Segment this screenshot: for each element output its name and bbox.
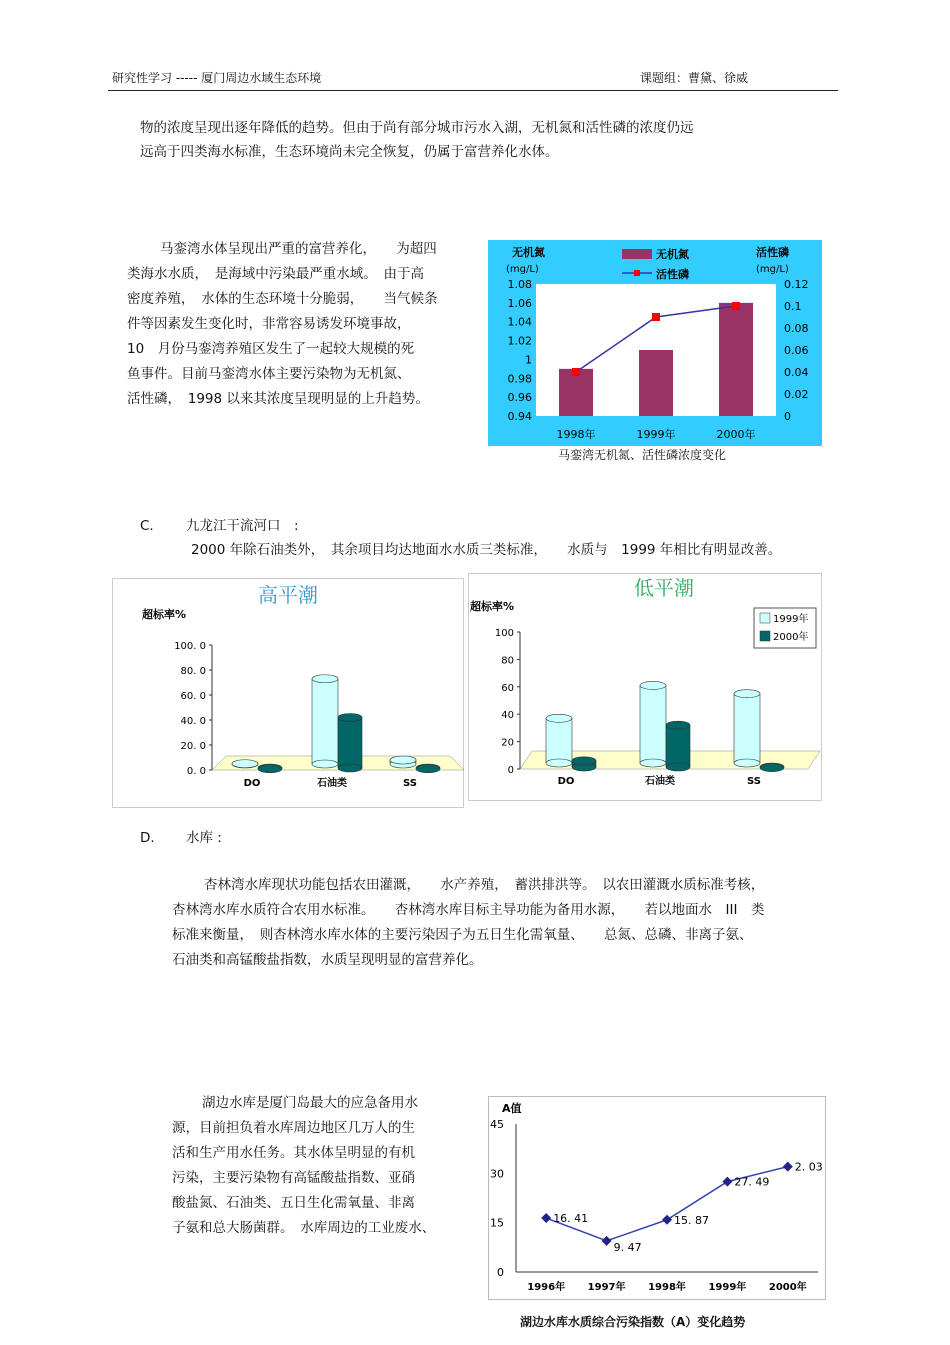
low-bar-2000 [760,763,784,772]
intro-line-2: 远高于四类海水标准，生态环境尚未完全恢复，仍属于富营养化水体。 [140,144,559,160]
low-bar-1999 [734,690,760,767]
maluan-right-tick-label: 0 [784,410,791,423]
maluan-legend-marker [634,270,640,276]
low-tide-legend-label-2000: 2000年 [773,632,809,643]
section-c-text: 2000 年除石油类外， 其余项目均达地面水水质三类标准， 水质与 1999 年相比有明显改善。 [191,542,782,558]
maluan-left-tick-label: 1.04 [507,315,532,329]
hubian-data-label: 2. 03 [794,1160,823,1174]
hubian-frame [489,1097,826,1300]
maluan-left-axis-label: 无机氮 [512,246,545,259]
maluan-x-tick-label: 1998年 [556,428,596,441]
high-tick-label: 20. 0 [180,741,206,752]
maluan-line-3: 密度养殖， 水体的生态环境十分脆弱， 当气候条 [127,291,438,307]
maluan-right-axis-unit: (mg/L) [756,264,789,275]
high-bar-1999-top [312,675,338,683]
low-tick-label: 40 [501,710,514,722]
hubian-chart [488,1096,826,1300]
low-tick-label: 20 [501,737,514,749]
high-tide-title: 高平潮 [258,583,318,607]
low-bar-2000-body [666,725,690,767]
low-bar-1999-base [734,759,760,767]
hubian-x-tick-label: 1999年 [708,1282,747,1293]
maluan-left-tick-label: 0.96 [507,391,532,405]
hubian-line-6: 子氨和总大肠菌群。 水库周边的工业废水、 [172,1220,436,1236]
low-bar-1999-base [640,759,666,767]
high-bar-2000-top [258,765,282,773]
hubian-x-tick-label: 1996年 [527,1282,566,1293]
low-bar-1999-body [734,694,760,763]
maluan-line-marker [572,368,580,376]
high-bar-2000 [258,764,282,773]
maluan-left-tick-label: 0.94 [507,410,532,423]
maluan-left-tick-label: 1.02 [507,334,532,348]
hubian-data-label: 16. 41 [553,1212,589,1226]
maluan-right-tick-label: 0.12 [784,278,809,291]
maluan-bar [719,303,753,416]
high-tick-label: 80. 0 [180,666,206,677]
hubian-x-tick-label: 1997年 [587,1282,626,1293]
low-bar-1999-body [640,685,666,763]
hubian-data-label: 27. 49 [734,1175,770,1189]
high-bar-1999 [390,756,416,768]
high-tide-ylabel: 超标率% [142,608,187,621]
header-right: 课题组：曹黛、徐威 [640,71,749,85]
maluan-line-1: 马銮湾水体呈现出严重的富营养化， 为超四 [160,241,437,257]
high-tick-label: 100. 0 [174,641,206,652]
maluan-right-tick-label: 0.08 [784,322,809,335]
high-bar-1999-top [232,760,258,768]
maluan-right-axis-label: 活性磷 [756,246,789,259]
low-tick-label: 0 [507,765,514,776]
low-x-tick-label: DO [557,776,575,787]
maluan-legend-bar-label: 无机氮 [656,248,689,261]
low-tide-legend-swatch-1999 [760,613,770,623]
hubian-x-tick-label: 1998年 [648,1282,686,1293]
hubian-tick-label: 30 [490,1167,504,1181]
low-bar-2000-top [666,721,690,729]
maluan-left-axis-unit: (mg/L) [506,264,539,275]
maluan-x-tick-label: 1999年 [636,428,676,441]
hubian-tick-label: 15 [490,1216,504,1230]
low-bar-1999-body [546,718,572,763]
low-tide-legend-swatch-2000 [760,631,770,641]
low-tide-ylabel: 超标率% [470,600,515,613]
maluan-line-5: 10 月份马銮湾养殖区发生了一起较大规模的死 [127,341,415,357]
low-bar-2000 [572,757,596,771]
low-bar-1999 [640,681,666,767]
section-d-title: 水库 : [186,830,222,846]
low-bar-1999-top [640,681,666,689]
maluan-right-tick-label: 0.02 [784,388,809,401]
section-c-label: C. [140,518,154,534]
low-bar-1999-base [546,759,572,767]
high-bar-2000-base [338,764,362,772]
maluan-line-7: 活性磷， 1998 以来其浓度呈现明显的上升趋势。 [127,391,429,407]
section-d-line-1: 杏林湾水库现状功能包括农田灌溉， 水产养殖， 蓄洪排洪等。 以农田灌溉水质标准考核， [204,877,765,893]
maluan-left-tick-label: 0.98 [507,372,532,386]
section-d-line-3: 标准来衡量， 则杏林湾水库水体的主要污染因子为五日生化需氧量、 总氮、总磷、非离子氨、 [172,927,753,943]
high-tick-label: 40. 0 [180,716,206,727]
section-d-line-4: 石油类和高锰酸盐指数，水质呈现明显的富营养化。 [172,952,483,968]
maluan-chart [488,240,822,446]
section-d-label: D. [140,830,155,846]
low-bar-1999 [546,714,572,767]
low-bar-2000 [666,721,690,771]
maluan-caption: 马銮湾无机氮、活性磷浓度变化 [558,448,727,462]
section-d-line-2: 杏林湾水库水质符合农用水标准。 杏林湾水库目标主导功能为备用水源， 若以地面水 III 类 [172,902,765,918]
low-tick-label: 60 [501,682,514,694]
maluan-right-tick-label: 0.1 [784,300,802,313]
maluan-right-tick-label: 0.04 [784,366,809,379]
hubian-line-3: 活和生产用水任务。其水体呈明显的有机 [172,1145,415,1161]
maluan-left-tick-label: 1 [525,353,532,367]
high-bar-2000-top [338,714,362,722]
maluan-left-tick-label: 1.06 [507,296,532,310]
high-tick-label: 0. 0 [186,766,206,777]
maluan-legend-bar-swatch [622,249,652,259]
low-bar-1999-top [734,690,760,698]
maluan-legend-line-label: 活性磷 [656,268,689,281]
low-bar-2000-top [760,764,784,772]
maluan-line-4: 件等因素发生变化时，非常容易诱发环境事故， [127,316,411,332]
low-bar-1999-top [546,714,572,722]
hubian-ylabel: A值 [502,1102,522,1115]
high-bar-1999 [232,760,258,768]
high-bar-2000 [416,764,440,773]
maluan-line-marker [732,302,740,310]
low-tide-legend-label-1999: 1999年 [773,614,809,625]
section-c-title: 九龙江干流河口 : [186,518,299,534]
header-rule [108,90,838,91]
high-tide-chart [112,578,464,808]
low-bar-2000-base [666,763,690,771]
high-x-tick-label: SS [403,778,417,789]
hubian-tick-label: 0 [497,1266,504,1279]
high-bar-1999 [312,675,338,768]
low-x-tick-label: 石油类 [645,776,675,787]
high-tick-label: 60. 0 [180,691,206,702]
hubian-line-5: 酸盐氮、石油类、五日生化需氧量、非离 [172,1195,415,1211]
hubian-tick-label: 45 [490,1118,504,1131]
hubian-x-tick-label: 2000年 [768,1282,807,1293]
intro-line-1: 物的浓度呈现出逐年降低的趋势。但由于尚有部分城市污水入湖，无机氮和活性磷的浓度仍远 [140,120,694,136]
low-tick-label: 80 [501,655,514,667]
hubian-caption: 湖边水库水质综合污染指数（A）变化趋势 [520,1315,746,1329]
header-left: 研究性学习 ----- 厦门周边水域生态环境 [112,71,322,85]
hubian-line-4: 污染，主要污染物有高锰酸盐指数、亚硝 [172,1170,415,1186]
high-x-tick-label: DO [243,778,261,789]
hubian-line-2: 源，目前担负着水库周边地区几万人的生 [172,1120,415,1136]
high-bar-1999-body [312,679,338,764]
high-x-tick-label: 石油类 [317,778,347,789]
hubian-line-1: 湖边水库是厦门岛最大的应急备用水 [202,1095,418,1111]
high-bar-1999-top [390,756,416,764]
maluan-bar [639,350,673,416]
high-bar-1999-base [312,760,338,768]
maluan-left-tick-label: 1.08 [507,278,532,291]
low-tide-chart [468,573,822,801]
high-bar-2000 [338,714,362,773]
maluan-line-2: 类海水水质， 是海域中污染最严重水域。 由于高 [127,266,424,282]
hubian-data-label: 9. 47 [613,1240,642,1254]
maluan-line-marker [652,313,660,321]
low-bar-2000-top [572,757,596,765]
maluan-line-6: 鱼事件。目前马銮湾水体主要污染物为无机氮、 [127,366,411,382]
high-bar-2000-top [416,765,440,773]
low-x-tick-label: SS [747,776,761,787]
low-tick-label: 100 [494,628,514,639]
high-bar-2000-body [338,718,362,769]
hubian-data-label: 15. 87 [674,1213,709,1227]
maluan-x-tick-label: 2000年 [716,428,756,441]
low-tide-title: 低平潮 [634,576,694,600]
maluan-right-tick-label: 0.06 [784,344,809,357]
